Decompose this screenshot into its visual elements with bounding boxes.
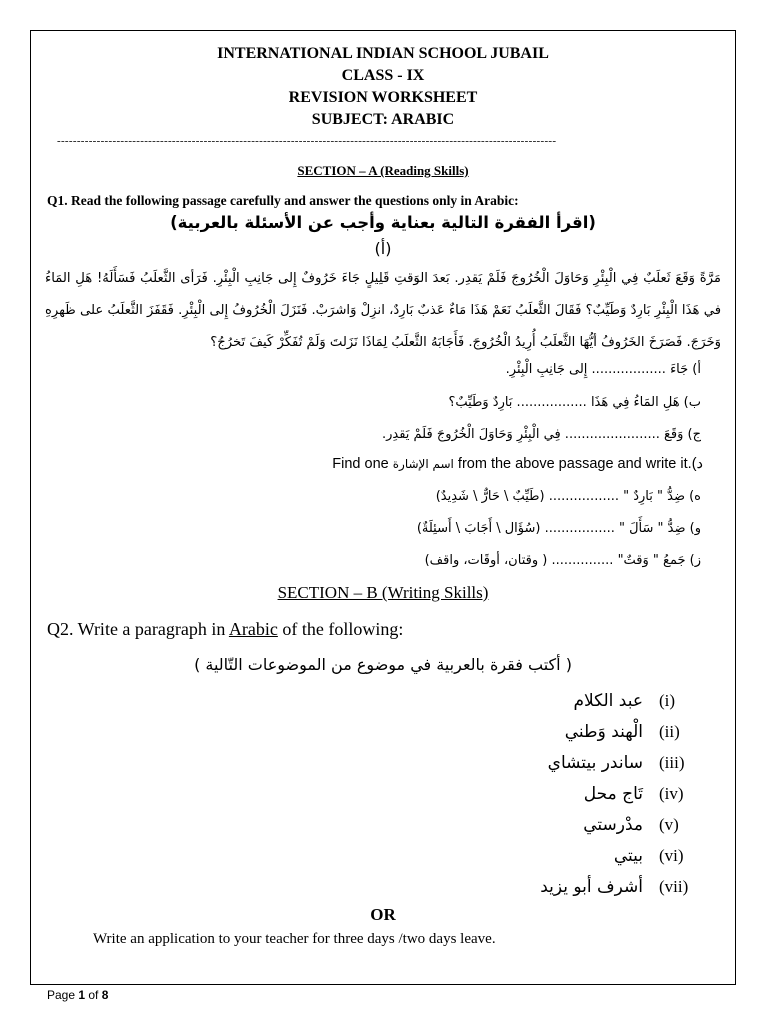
page-total: 8 (101, 988, 109, 1002)
topic-item (614, 842, 699, 870)
q2-underlined-word: Arabic (228, 619, 278, 639)
topic-number: (ii) (659, 722, 680, 741)
q2-after: of the following: (277, 619, 404, 639)
passage-label: (أ) (374, 239, 392, 258)
worksheet-title: REVISION WORKSHEET (288, 89, 478, 106)
page-word: Page (47, 988, 79, 1002)
topic-text: بيتي (613, 846, 643, 866)
question-2-instruction (47, 619, 403, 640)
topic-text: مدْرستي (583, 815, 643, 835)
question-ba: ب) هَلِ المَاءُ فِي هَذَا ................. بَارِدٌ وَطَيِّبٌ؟ (448, 395, 701, 410)
question-dal (332, 456, 703, 472)
topic-number: (vii) (659, 877, 689, 896)
question-waw: و) ضِدُّ " سَأَلَ " ................. (سُؤَال \ أَجَابَ \ أَسئِلَةٌ) (416, 521, 701, 536)
find-one-label: (د (691, 456, 703, 472)
topic-text: عبد الكلام (573, 691, 643, 711)
find-one-arabic: اسم الإشارة (392, 457, 454, 471)
page-of-word: of (85, 988, 102, 1002)
topic-text: ساندر بيتشاي (547, 753, 643, 773)
question-ha: ه) ضِدُّ " بَارِدٌ " ................. (طَيِّبٌ \ حَارٌّ \ شَدِيدٌ) (435, 489, 701, 504)
question-1-arabic-instruction: (اقرأ الفقرة التالية بعناية وأجب عن الأسئلة بالعربية) (170, 213, 596, 232)
find-one-before: Find one (332, 456, 393, 472)
topic-item (565, 718, 699, 746)
worksheet-header (31, 43, 735, 131)
topic-number: (v) (659, 815, 679, 834)
topic-number: (vi) (659, 846, 684, 865)
question-alif: أ) جَاءَ .................. إِلى جَانِبِ الْبِئْرِ. (505, 362, 701, 377)
dashed-divider: ------------------------------------------------------------------------------------------------------------------------------ (57, 135, 557, 147)
topic-number: (iii) (659, 753, 685, 772)
or-separator: OR (370, 905, 396, 924)
topic-item (540, 873, 699, 901)
subject-label: SUBJECT: ARABIC (311, 111, 455, 128)
topic-text: الْهند وَطني (564, 722, 643, 742)
topic-item (548, 749, 699, 777)
school-name: INTERNATIONAL INDIAN SCHOOL JUBAIL (217, 45, 549, 62)
page-current: 1 (78, 988, 86, 1002)
topic-item (584, 780, 699, 808)
topic-text: تَاج محل (583, 784, 643, 804)
section-a-title: SECTION – A (Reading Skills) (297, 163, 469, 178)
section-b-title: SECTION – B (Writing Skills) (277, 583, 489, 602)
find-one-after: from the above passage and write it. (453, 456, 692, 472)
question-1-instruction: Q1. Read the following passage carefully and answer the questions only in Arabic: (47, 193, 519, 208)
question-jim: ج) وَقَعَ ....................... فِي الْبِئْرِ وَحَاوَلَ الْخُرُوجَ فَلَمْ يَقدِر. (381, 427, 701, 442)
class-label: CLASS - IX (341, 67, 425, 84)
question-2-arabic-instruction: ( أكتب فقرة بالعربية في موضوع من الموضوعات التّالية ) (194, 655, 572, 674)
topic-text: أشرف أبو يزيد (540, 877, 643, 897)
worksheet-frame (30, 30, 736, 985)
page-number (47, 988, 108, 1002)
topic-item (573, 687, 699, 715)
reading-passage: مَرَّةً وَقَعَ ثَعلَبٌ فِي الْبِئْرِ وَحَاوَلَ الْخُرُوجَ فَلَمْ يَقدِر. بَعدَ الوَقتِ قَلِيلٍ جَاءَ خَرُوفٌ إِلى جَانِبِ الْبِئْرِ. فَرَأى الثَّعلَبُ فَسَأَلَهُ! هَلِ المَاءُ في هَذَا الْبِئْرِ بَارِدٌ وَطَيِّبٌ؟ فَقَالَ الثَّعلَبُ نَعَمْ هَذَا مَاءٌ عَذبٌ بَارِدٌ، انزِلْ وَاشرَبْ. فَنَزَلَ الْخُرُوفُ إِلى الْبِئْرِ. فَقَفَزَ الثَّعلَبُ على ظَهرِهِ وَخَرَجَ. فَصَرَخَ الخَرُوفُ أيُّهَا الثَّعلَبُ أُرِيدُ الْخُرُوجَ. فَأَجَابَهُ الثَّعلَبُ لِمَاذَا نَزَلتَ وَلَمْ تُفَكِّرْ كَيفَ تَخرُجُ؟ (45, 271, 721, 350)
q2-before: Q2. Write a paragraph in (47, 619, 229, 639)
question-zay: ز) جَمعُ " وَقتٌ" ............... ( وقتان، أوقَات، واقف) (424, 553, 701, 568)
application-task: Write an application to your teacher for three days /two days leave. (93, 931, 496, 947)
topic-item (583, 811, 699, 839)
topic-number: (i) (659, 691, 676, 710)
topic-number: (iv) (659, 784, 684, 803)
